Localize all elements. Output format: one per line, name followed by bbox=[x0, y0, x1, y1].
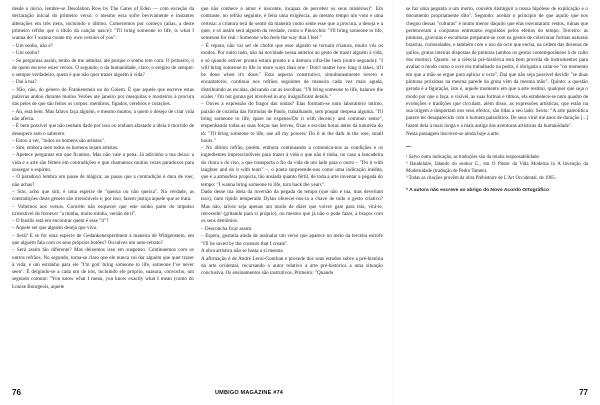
footnote: ¹ Salvo outra indicação, as traduções são da minha responsabilidade. bbox=[406, 155, 540, 161]
paragraph: – Voltemos aos versos. Convém não esquecer que este sonho parte do impulso irresistível de fornecer "a minha, muito minha, versão de ti". bbox=[12, 203, 194, 217]
paragraph: – Aquele ser que alguém deseja que viva. bbox=[12, 225, 98, 232]
paragraph: – O busílis está em encontrar quem é esse "ti"? bbox=[12, 218, 109, 225]
text-column-3 bbox=[406, 6, 588, 382]
paragraph: – É repara, não vai ser de chofre que esse alguém se tornará criatura, muito vós os modos. Por outro lado, não há novidade nessa anterior ao gesto de trazer alguém à vida, e só quando estiver pronto estará pronto e a demora cifra-lhe bem (outro segundo): "I will bring someone to life in more ways than one / Don't matter how long it takes, it'll be done when it's done." Esta aspecto construtivo, simultaneamente severo e encantatório, continua nos refrãos seguintes de maneira cada vez mais aguda, distribuindo as escalas, deixando car as escolhas: "I'll bring someone to life, balance the scales / I'm not gonna get involved in any insignificant details." bbox=[201, 42, 383, 101]
footnote: ³ Todas as citações provêm da obra Préhistoire de L'Art Occidental, de 1965. bbox=[406, 175, 556, 181]
paragraph: – Espera, gostaria ainda de assinalar um verso que aparece no meio da terceira estrofe "I'll be saved by the creature that I create". bbox=[201, 233, 383, 247]
paragraph: – Sim, acho que sim, é uma espécie de "queixa ou não queixa". Na verdade, as contradições deste género são irresolúveis e, por isso, fazem justiça àquele que se trata. bbox=[12, 188, 194, 203]
paragraph: – Será assim tão diferente? Mas deixemos isso em suspenso. Continuemos com os outros refrãos. No segundo, toma-se claro que ele nunca vai dar alguém que quer trazer à vida, é um estranho para ele "I'm gon' bring someone to life, someone I've never seen". É delgindo-se a cada um de nós, incluindo ele próprio, suasura, convocho, um segundo comum: "You know what I mean, you know exactly what I mean (como do Louise Bourgeois, aquele bbox=[12, 247, 194, 290]
paragraph: – Um sonho? bbox=[12, 50, 40, 57]
page-gutter bbox=[392, 0, 393, 405]
paragraph: – Um sonho, não é? bbox=[12, 42, 53, 49]
paragraph: – Estou a ver, "todos os homens são artistas". bbox=[12, 137, 106, 144]
column-3-body bbox=[406, 6, 588, 138]
text-column-2 bbox=[201, 6, 383, 382]
paragraph: desde o início, lembre-se Desolation Row by The Gates of Eden — com exceção da declaração inicial do primeiro verso, o mesmo essa sofre bevivamente e instantes alterações em três itens, incluindo o último. Comecemos por começo (ailas, a deste primeiro refrão que o título da canção nasce): "I'll bring someone to life, is what I wanna do/ I wanna create my own version of you". bbox=[12, 6, 194, 42]
paragraph: – É bem possível que não tenham dado por isso ou tenham afastado a ideia é morrido de desespero sem o saberem. bbox=[12, 123, 194, 137]
paragraph: – Se perguntas assim, tenho de me admitar, até porque o sonho tem cura. O primeiro, o de quem escreve estes versos. O segundo, o da humanidade, claro, o eregiro de sempre: o sempre verdadeiro, quem é que não quer trazer alguém à vida? bbox=[12, 57, 194, 79]
paragraph: A afirmação é de André Leroi-Gourhan e procede dos seus estudos sobre a pré-história da arte ocidental, recursando o autor relativo a arte pré-histórica a uma situação conclusiva. Os ensinamentos são instrutivos. Primeiro: "Quando bbox=[201, 255, 383, 277]
page-number-left: 76 bbox=[12, 388, 21, 397]
spelling-note: * A autora não escreve ao abrigo do Novo Acordo Ortográfico bbox=[406, 187, 549, 193]
magazine-name: UMBIGO MAGAZINE #74 bbox=[215, 390, 283, 396]
paragraph: – Ah, está bem. Mas falavo faça alguém, e mesmo muitos, a quem o desejo de criar vida não afecta. bbox=[12, 108, 194, 122]
paragraph: – Daí à tua? bbox=[12, 79, 37, 86]
text-column-1 bbox=[12, 6, 194, 382]
paragraph: Dado desse tua ideia da inversão da pegada do tempo (que não é tua, mas deveriam isso), num ripido temperado Dylan ofereceí-nos-ia a chave de todo o gesto criativo? Mas não, talvez seja apenas um modo de dizer que volver gate para trás, virá-te, retrocede! (gritando para si próprio), ou mesmo que já não o pode fazer, a braços com os seus demônios. bbox=[201, 188, 383, 225]
paragraph: – No último refrão, porém, embora continuando a comunica-nos as condições e os ingredientes imprescindíveis para trazer à vida o que não é tinha, no caso a lancadeira do chora e do riso, a que transporta o fio da vida de um lado para o outro – "Do it with laughter and do it with tears" –, o poeta surpreende-nos como uma indicação inédita, que é a atmosfera propícia, tão ansiada quanto fértil, de toda a arte inventar a pegada do tempo: "I wanna bring someone to life, turn back the years". bbox=[201, 145, 383, 188]
end-mark: — bbox=[406, 143, 412, 150]
paragraph: – Não, não, do género do Frankenstein ou do Golem. É que aquele que escreve estas palavras andou durante muitos Verões até janeiro por mesquitas e mosteiros à procura das peles de que são feitos os corpos: membros, fígados, cérebros e corações. bbox=[12, 86, 194, 108]
footnote: ² Baudelaire, falando do senhor G., em O Pintor da Vida Moderna in A Invenção da Modernidade (tradução de Pedro Tamen). bbox=[406, 162, 588, 174]
paragraph: – O paradoxo lembra um passe de mágica; ao passo que a contradição é dura de roer, não achas? bbox=[12, 174, 194, 188]
paragraph: que não conhece o amor é inocente, incapaz de perceber os seus mistérios)". Em contraste, no refrão seguinte, é feita uma exigência, ao mesmo tempo um voto e uma certeza: a criatura terá de sentir da maneira como sente esse que a procura, a deseja e a quer, e só assim será alguém da verdade, como o Pinocchio: "I'll bring someone to life, someone for real / Someone who feels the way that I feel." bbox=[201, 6, 383, 42]
paragraph: A obra artística não se basta a si mesma bbox=[201, 247, 283, 254]
page-number-right: 77 bbox=[579, 388, 588, 397]
paragraph: se faz uma pegunta a um morto, convém distinguir a nossa hipótese de explicação e o documento propriamente dito". Segundo: aceitar o princípio de que aquilo que nos chegou dessas "culturas" é muito menor daquilo que elas executaram: restos, ruínas que pertenceram a conjuntos entretanto engolidos pelos efeitos do tempo. Terceiro: as pinturas, gravuras e esculturas preparam-se com os gestos de colecionar formas naturais bizarras, curiosidades, e também com o uso do ocre que encha, na ordem das dezenas de quilos, grutas inteiras dispostas de pinturas (ambos os gestos contemporâneos à do culto dos mortos). Quarto: se a ciência pré-histórica está bem provida de instrumentos para avaliar o modo como o ocre era trabalhado na pedra, é obrigada a calar-se "no momento em que a mão se ergue para aplicar o ocre". Dai que não seja possível decidir "se duas pinturas próximas na mesma parede da gruta vêm da mesma mão". Quinto: a questão gerada é a figuração, isto é, aquele momento em que a arte restitui, qualquer que seja o modo por que o faça, o visível, as suas formas e ritmos, ela estabelece-se num quadro de evoluções e tradições que circulam, além disso, as expressões artísticas, que estão na sua origem e desportam nos seus efeitos, são tidas a seu lado. Sexto: "A arte paleolítica parece ter desaparecido com o homem paleolítico. De seus vírié mé anos de duração [...] fazem dela a mais longa e a mais antiga das aventuras artísticas da humanidade". bbox=[406, 6, 588, 129]
paragraph: Nesta passagem inscreve-se ainda hoje a arte. bbox=[406, 130, 500, 137]
paragraph: – Sim, embora nem todos os homens sejam artistas. bbox=[12, 145, 119, 152]
paragraph: – Desconcha ficar assim. bbox=[201, 225, 253, 232]
footnotes bbox=[406, 155, 588, 182]
paragraph: – Será? E se for uma espécie de Gedankenexperiment à maneira de Wittgenstein, em que alguém fala com os seus próprios botões? Ou talvez um auto-retrato? bbox=[12, 232, 194, 246]
paragraph: – Apetece perguntar em que ficamos. Mas não vale a pena. Já adivinho a tua deixa: a vida e a arte são férteis em contradições e que chamamos muitas vezes paradoxos para sossegar o espírito. bbox=[12, 152, 194, 174]
paragraph: – Ouves a expressão do fragor das ondas? Elas formam-se num laboratório íntimo, paixão de cozinha das fórmulas de Paulo, trabalhando, sem poupar despesa alguma. "I'll bring someone to life, spare no expense/Do it with decency and common sense", empenhando todas as suas forças nas breves, fixas e escolas horas antes da natureza do tô: "I'll bring someone to life, use all my powers/ Do it in the dark in the wee, small hours." bbox=[201, 101, 383, 144]
